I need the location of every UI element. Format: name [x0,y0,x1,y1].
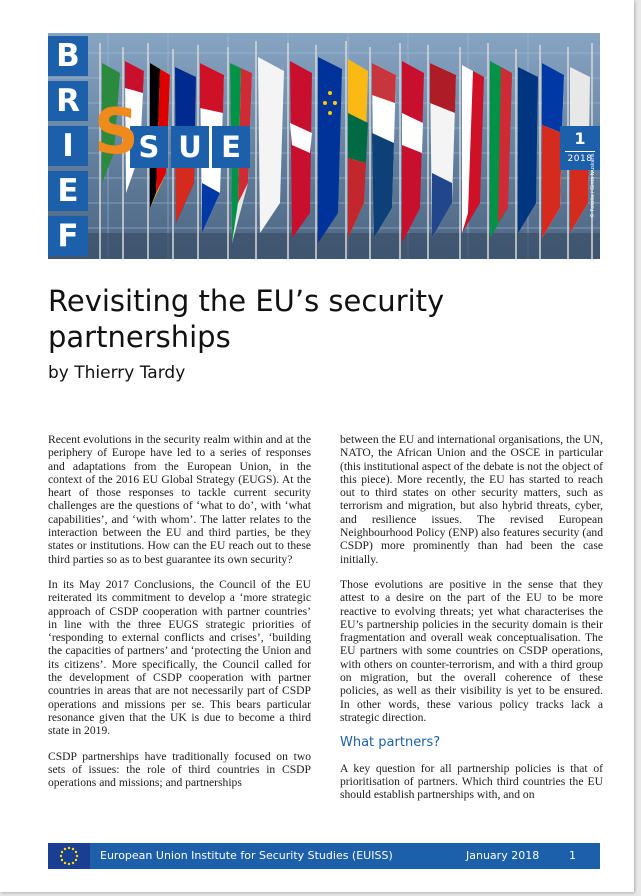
paragraph: Those evolutions are positive in the sense that they attest to a desire on the part of the EU to be more reactive to evolving threats; yet what characterises the EU’s partnership policies in the security domain is their fragmentation and overall weak conceptualisation. The EU partners with some countries on CSDP operations, with others on counter-terrorism, and with a third group on migration, but the overall coherence of these policies, as well as their visibility is yet to be ensured. In other words, these various policy tracks lack a strategic direction. [340,577,603,724]
photo-credit: © Fotolia / Gints Ivuskans [590,153,596,218]
issue-number: 1 [574,129,586,148]
section-heading: What partners? [340,735,441,751]
paragraph: Recent evolutions in the security realm within and at the periphery of Europe have led to a series of responses and adaptations from the European Union, in the context of the 2016 EU Global Strategy (EUGS). At the heart of those responses to tackle current security challenges are the questions of ‘what to do’, with ‘what capabilities’, and ‘with whom’. The latter relates to the interaction between the EU and third parties, be they states or institutions. How can the EU reach out to these third parties so as to best guarantee its own security? [48,433,311,566]
brief-letter-f: F [48,216,88,256]
issue-letter-s: S [130,126,168,168]
footer-page-number: 1 [569,849,576,862]
article-author: by Thierry Tardy [48,363,186,383]
article-title: Revisiting the EU’s security partnerships [48,284,445,354]
issue-letter-e: E [212,126,250,168]
brief-letter-e: E [48,171,88,211]
footer-date: January 2018 [466,849,540,862]
brief-letter-b: B [48,36,88,76]
paragraph: In its May 2017 Conclusions, the Council of the EU reiterated its commitment to develop a ‘more strategic approach of CSDP cooperation with partner countries’ in line with the three EUGS strategic priorities of ‘responding to external conflicts and crises’, ‘building the capacities of partners’ and ‘protecting the Union and its citizens’. More specifically, the Council called for the development of CSDP cooperation with partner countries in areas that are not necessarily part of CSDP operations and missions per se. This bears particular resonance given that the UK is due to become a third state in 2019. [48,577,311,738]
body-column-left [48,433,311,801]
body-column-right [340,433,603,813]
eu-flag-icon [48,843,90,869]
issue-divider [565,151,595,152]
paragraph: A key question for all partnership policies is that of prioritisation of partners. Which third countries the EU should establish partnerships with, and on [340,761,603,802]
paragraph: CSDP partnerships have traditionally focused on two sets of issues: the role of third countries in CSDP operations and missions; and partnerships [48,749,311,790]
issue-letter-u: U [171,126,209,168]
brief-letter-r: R [48,81,88,121]
brief-letter-i: I [48,126,88,166]
paragraph: between the EU and international organisations, the UN, NATO, the African Union and the OSCE in particular (this institutional aspect of the debate is not the object of this piece). More recently, the EU has started to reach out to third states on other security matters, such as terrorism and migration, but also hybrid threats, cyber, and resilience issues. The revised European Neighbourhood Policy (ENP) also features security (and CSDP) more prominently than had been the case initially. [340,433,603,566]
issue-year: 2018 [567,154,593,164]
issue-accent-s: S [94,95,139,168]
footer-bar [48,843,600,869]
footer-institution: European Union Institute for Security Studies (EUISS) [100,849,393,862]
